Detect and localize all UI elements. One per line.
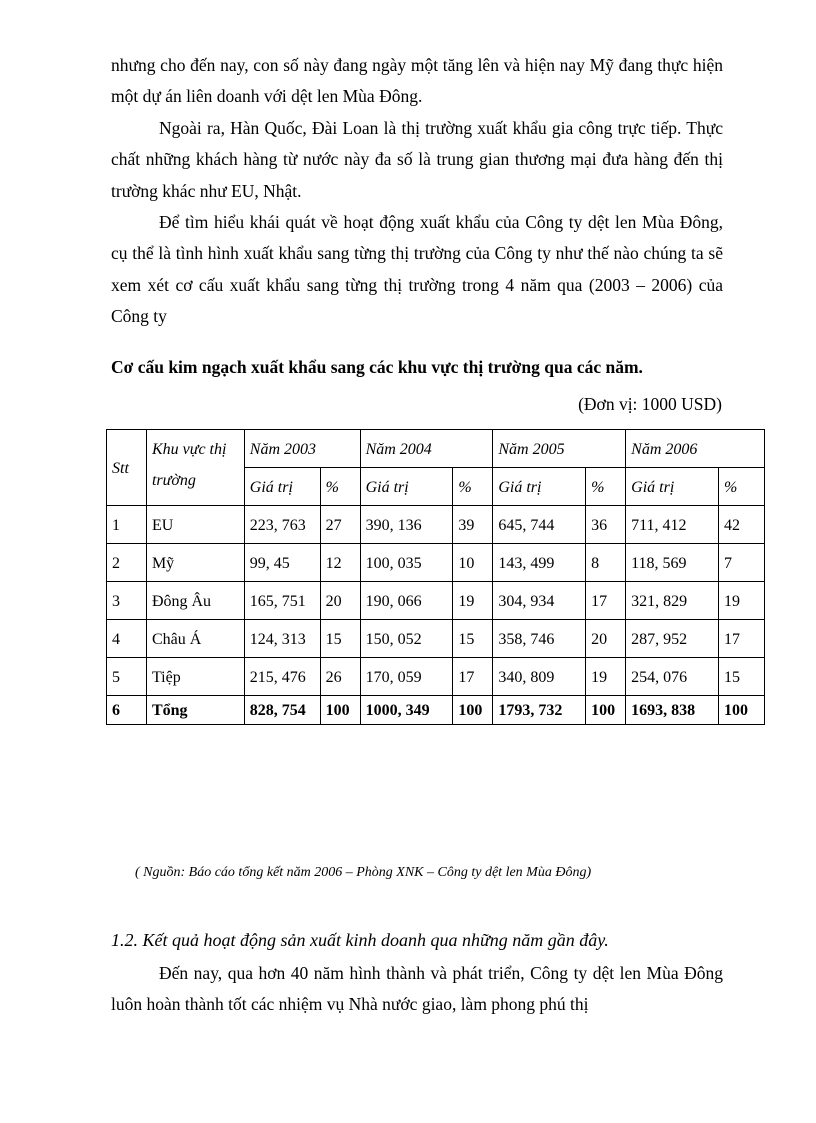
header-year-2005: Năm 2005 <box>493 430 626 468</box>
cell-percent: 20 <box>320 582 360 620</box>
cell-percent: 17 <box>718 620 764 658</box>
cell-percent: 15 <box>453 620 493 658</box>
cell-percent: 100 <box>718 696 764 725</box>
cell-region: Tiệp <box>146 658 244 696</box>
cell-value: 165, 751 <box>244 582 320 620</box>
table-caption: Cơ cấu kim ngạch xuất khẩu sang các khu vực thị trường qua các năm. <box>111 357 643 377</box>
cell-percent: 10 <box>453 544 493 582</box>
export-structure-table <box>106 429 765 725</box>
subheader-value: Giá trị <box>244 468 320 506</box>
table-body <box>107 506 765 725</box>
cell-percent: 26 <box>320 658 360 696</box>
cell-value: 828, 754 <box>244 696 320 725</box>
cell-value: 99, 45 <box>244 544 320 582</box>
source-note: ( Nguồn: Báo cáo tổng kết năm 2006 – Phòng XNK – Công ty dệt len Mùa Đông) <box>135 865 592 880</box>
cell-percent: 39 <box>453 506 493 544</box>
cell-percent: 19 <box>453 582 493 620</box>
table-row <box>107 582 765 620</box>
cell-percent: 27 <box>320 506 360 544</box>
table-row <box>107 506 765 544</box>
cell-value: 215, 476 <box>244 658 320 696</box>
cell-value: 358, 746 <box>493 620 586 658</box>
section-heading: 1.2. Kết quả hoạt động sản xuất kinh doanh qua những năm gần đây. <box>111 930 609 950</box>
cell-region: Tổng <box>146 696 244 725</box>
cell-percent: 100 <box>586 696 626 725</box>
header-year-2004: Năm 2004 <box>360 430 493 468</box>
paragraph-2: Ngoài ra, Hàn Quốc, Đài Loan là thị trường xuất khẩu gia công trực tiếp. Thực chất những khách hàng từ nước này đa số là trung gian thương mại đưa hàng đến thị trường khác như EU, Nhật. <box>111 118 723 201</box>
cell-percent: 100 <box>453 696 493 725</box>
paragraph-4: Đến nay, qua hơn 40 năm hình thành và phát triển, Công ty dệt len Mùa Đông luôn hoàn thành tốt các nhiệm vụ Nhà nước giao, làm phong phú thị <box>111 963 723 1015</box>
unit-note: (Đơn vị: 1000 USD) <box>578 394 722 414</box>
cell-value: 645, 744 <box>493 506 586 544</box>
cell-value: 254, 076 <box>626 658 719 696</box>
cell-stt: 1 <box>107 506 147 544</box>
cell-percent: 12 <box>320 544 360 582</box>
cell-value: 390, 136 <box>360 506 453 544</box>
cell-region: Đông Âu <box>146 582 244 620</box>
table-header-row <box>107 430 765 468</box>
cell-stt: 5 <box>107 658 147 696</box>
cell-region: Châu Á <box>146 620 244 658</box>
subheader-percent: % <box>718 468 764 506</box>
cell-percent: 15 <box>320 620 360 658</box>
cell-value: 124, 313 <box>244 620 320 658</box>
cell-value: 170, 059 <box>360 658 453 696</box>
subheader-percent: % <box>586 468 626 506</box>
paragraph-3: Để tìm hiểu khái quát về hoạt động xuất khẩu của Công ty dệt len Mùa Đông, cụ thể là tình hình xuất khẩu sang từng thị trường của Công ty như thế nào chúng ta sẽ xem xét cơ cấu xuất khẩu sang từng thị trường trong 4 năm qua (2003 – 2006) của Công ty <box>111 212 723 326</box>
cell-percent: 42 <box>718 506 764 544</box>
cell-value: 143, 499 <box>493 544 586 582</box>
cell-percent: 100 <box>320 696 360 725</box>
cell-stt: 6 <box>107 696 147 725</box>
table-row <box>107 620 765 658</box>
cell-value: 711, 412 <box>626 506 719 544</box>
cell-percent: 17 <box>453 658 493 696</box>
table-row <box>107 544 765 582</box>
cell-value: 1693, 838 <box>626 696 719 725</box>
cell-stt: 2 <box>107 544 147 582</box>
header-stt: Stt <box>107 430 147 506</box>
header-year-2006: Năm 2006 <box>626 430 765 468</box>
subheader-percent: % <box>320 468 360 506</box>
cell-value: 100, 035 <box>360 544 453 582</box>
table-row <box>107 658 765 696</box>
header-region: Khu vực thị trường <box>146 430 244 506</box>
cell-percent: 19 <box>718 582 764 620</box>
cell-value: 190, 066 <box>360 582 453 620</box>
paragraph-1: nhưng cho đến nay, con số này đang ngày một tăng lên và hiện nay Mỹ đang thực hiện một dự án liên doanh với dệt len Mùa Đông. <box>111 55 723 107</box>
cell-value: 321, 829 <box>626 582 719 620</box>
cell-value: 287, 952 <box>626 620 719 658</box>
cell-value: 1000, 349 <box>360 696 453 725</box>
cell-stt: 3 <box>107 582 147 620</box>
cell-region: Mỹ <box>146 544 244 582</box>
cell-value: 1793, 732 <box>493 696 586 725</box>
cell-percent: 8 <box>586 544 626 582</box>
subheader-percent: % <box>453 468 493 506</box>
header-year-2003: Năm 2003 <box>244 430 360 468</box>
cell-value: 340, 809 <box>493 658 586 696</box>
cell-percent: 20 <box>586 620 626 658</box>
cell-value: 118, 569 <box>626 544 719 582</box>
cell-percent: 15 <box>718 658 764 696</box>
subheader-value: Giá trị <box>360 468 453 506</box>
cell-percent: 19 <box>586 658 626 696</box>
cell-value: 304, 934 <box>493 582 586 620</box>
cell-region: EU <box>146 506 244 544</box>
cell-value: 223, 763 <box>244 506 320 544</box>
cell-percent: 17 <box>586 582 626 620</box>
cell-stt: 4 <box>107 620 147 658</box>
cell-percent: 36 <box>586 506 626 544</box>
subheader-value: Giá trị <box>626 468 719 506</box>
cell-percent: 7 <box>718 544 764 582</box>
subheader-value: Giá trị <box>493 468 586 506</box>
table-total-row <box>107 696 765 725</box>
cell-value: 150, 052 <box>360 620 453 658</box>
